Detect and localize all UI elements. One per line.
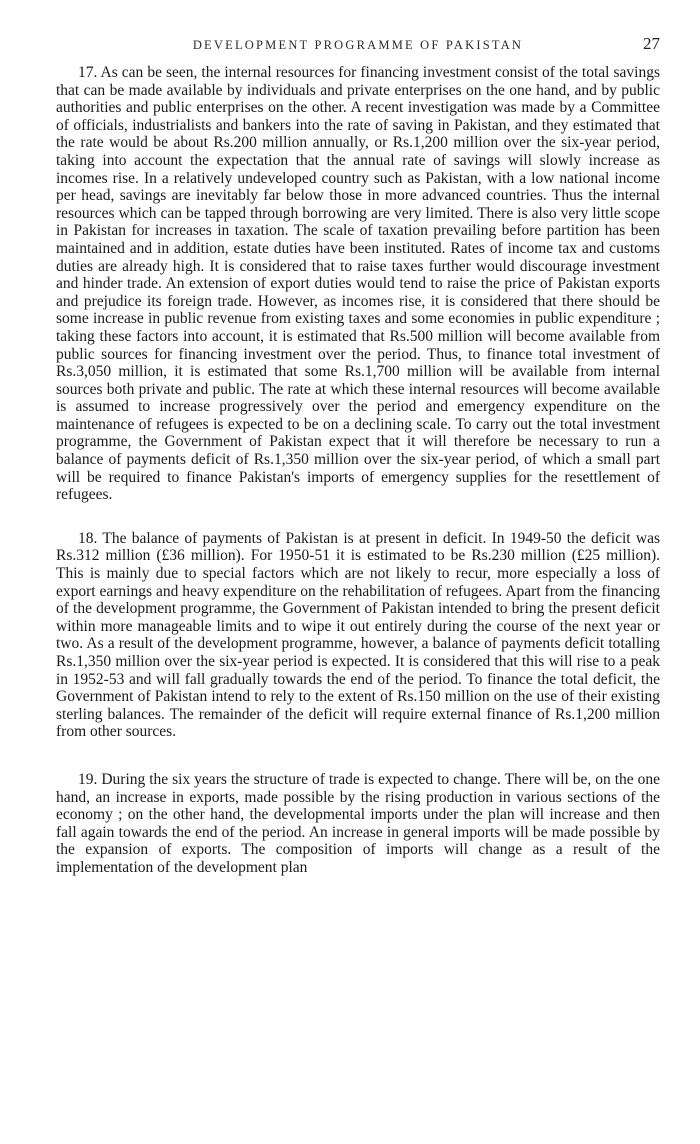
running-title: DEVELOPMENT PROGRAMME OF PAKISTAN [192,38,524,52]
running-head [56,36,660,56]
paragraph-19: 19. During the six years the structure of trade is expected to change. There will be, on the one hand, an increase in exports, made possible by the rising production in various sections of the economy ; on the other hand, the developmental imports under the plan will increase and then fall again towards the end of the period. An increase in general imports will be made possible by the expansion of exports. The composition of imports will change as a result of the implementation of the development plan [56,770,660,876]
paragraph-17: 17. As can be seen, the internal resources for financing investment consist of the total savings that can be made available by individuals and private enterprises on the one hand, and by public authorities and public enterprises on the other. A recent investigation was made by a Committee of officials, industrialists and bankers into the rate of saving in Pakistan, and they estimated that the rate would be about Rs.200 million annually, or Rs.1,200 million over the six-year period, taking into account the expectation that the annual rate of savings will slowly increase as incomes rise. In a relatively undeveloped country such as Pakistan, with a low national income per head, savings are inevitably far below those in more advanced countries. Thus the internal resources which can be tapped through borrowing are very limited. There is also very little scope in Pakistan for increases in taxation. The scale of taxation prevailing before partition has been maintained and in addition, estate duties have been instituted. Rates of income tax and customs duties are already high. It is considered that to raise taxes further would discourage investment and hinder trade. An extension of export duties would tend to raise the price of Pakistan exports and prejudice its foreign trade. However, as incomes rise, it is considered that there should be some increase in public revenue from existing taxes and some economies in public expenditure ; taking these factors into account, it is estimated that Rs.500 million will become available from public sources for financing investment over the period. Thus, to finance total investment of Rs.3,050 million, it is estimated that some Rs.1,700 million will be available from internal sources both private and public. The rate at which these internal resources will become available is assumed to increase progressively over the period and emergency expenditure on the maintenance of refugees is expected to be on a declining scale. To carry out the total investment programme, the Government of Pakistan expect that it will therefore be necessary to run a balance of payments deficit of Rs.1,350 million over the six-year period, of which a small part will be required to finance Pakistan's imports of emergency supplies for the resettlement of refugees. [56,64,660,504]
page-number: 27 [643,34,660,53]
paragraph-18: 18. The balance of payments of Pakistan is at present in deficit. In 1949-50 the deficit was Rs.312 million (£36 million). For 1950-51 it is estimated to be Rs.230 million (£25 million). This is mainly due to special factors which are not likely to recur, more especially a loss of export earnings and heavy expenditure on the rehabilitation of refugees. Apart from the financing of the development programme, the Government of Pakistan intended to bring the present deficit within more manageable limits and to wipe it out entirely during the course of the next year or two. As a result of the development programme, however, a balance of payments deficit totalling Rs.1,350 million over the six-year period is expected. It is considered that this will rise to a peak in 1952-53 and will fall gradually towards the end of the period. To finance the total deficit, the Government of Pakistan intend to rely to the extent of Rs.150 million on the use of their existing sterling balances. The remainder of the deficit will require external finance of Rs.1,200 million from other sources. [56,529,660,741]
body-text [56,64,660,877]
